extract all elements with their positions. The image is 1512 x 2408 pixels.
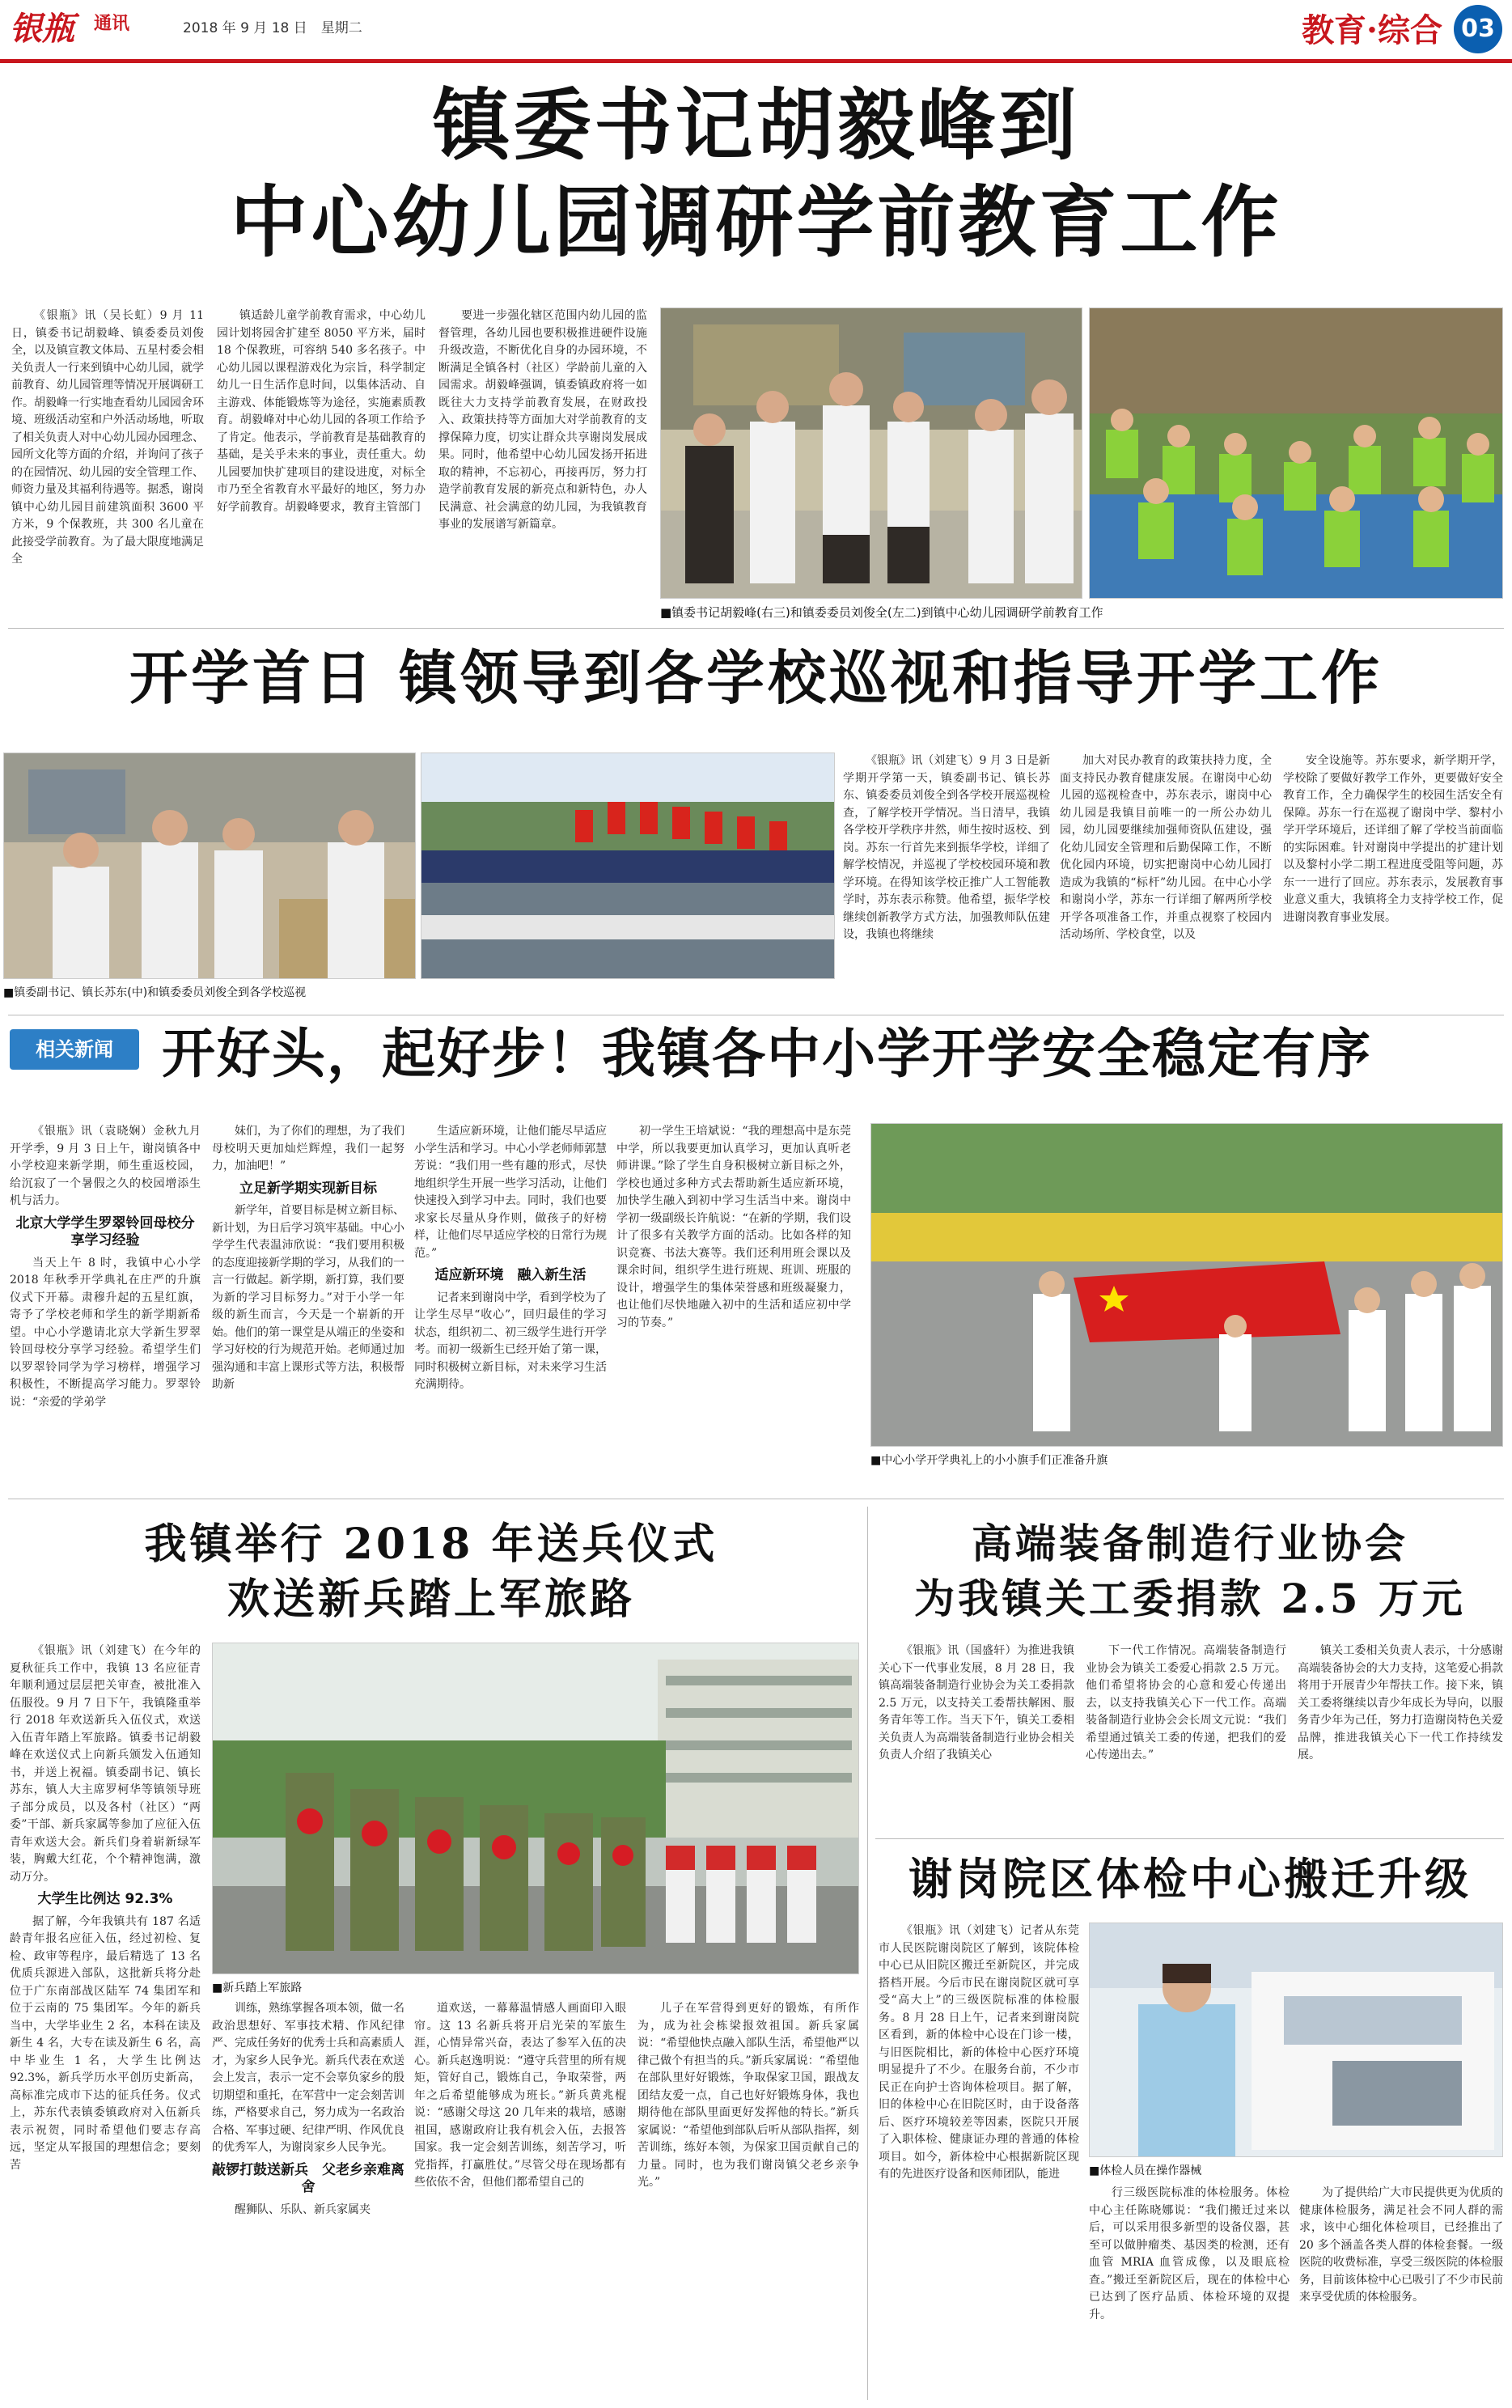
divider bbox=[875, 1838, 1504, 1839]
article2-photo-ceremony bbox=[421, 752, 835, 979]
article4-column-3: 道欢送，一幕幕温情感人画面印入眼帘。这 13 名新兵将开启光荣的军旅生涯，心情异常兴奋，表达了参军入伍的决心。新兵赵逸明说：“遵守兵营里的所有规矩，管好自己，锻炼自己，争取荣誉，两年之后希望能够成为班长。”新兵黄兆棍说：“感谢父母这 20 几年来的栽培，感谢祖国，感谢政府让我有机会入伍，去报答国家。我一定会刻苦训练，刻苦学习，听党指挥，打赢胜仗。”尽管父母在现场都有些依依不舍，但他们都希望自己的 bbox=[414, 2002, 626, 2189]
article5-column-2: 下一代工作情况。高端装备制造行业协会为镇关工委爱心捐款 2.5 万元。他们希望将协会的心意和爱心传递出去，以支持我镇关心下一代工作。高端装备制造行业协会会长周文元说：“我们希望通过镇关工委的传递，把我们的爱心传递出去。” bbox=[1086, 1644, 1286, 1761]
article3-column-1: 《银瓶》讯（袁晓娴）金秋九月开学季，9 月 3 日上午，谢岗镇各中小学校迎来新学期，师生重返校园，给沉寂了一个暑假之久的校园增添生机与活力。 北京大学学生罗翠铃回母校分享学习经验 当天上午 8 时，我镇中心小学 2018 年秋季开学典礼在庄严的升旗仪式下开幕。肃穆升起的五星红旗，寄予了学校老师和学生的新学期新希望。中心小学邀请北京大学新生罗翠铃回母校分享学习经验。希望学生们以罗翠铃同学为学习榜样，增强学习积极性，不断提高学习能力。罗翠铃说：“亲爱的学弟学 bbox=[10, 1125, 201, 1409]
article6-photo-caption: ■体检人员在操作器械 bbox=[1089, 2164, 1202, 2177]
article4-column-1: 《银瓶》讯（刘建飞）在今年的夏秋征兵工作中，我镇 13 名应征青年顺利通过层层把关审查，被批准入伍服役。9 月 7 日下午，我镇隆重举行 2018 年欢送新兵入伍仪式，欢送入伍青年踏上军旅路。镇委书记胡毅峰在欢送仪式上向新兵颁发入伍通知书，并送上祝福。镇委副书记、镇长苏东，镇人大主席罗柯华等镇领导班子部分成员，以及各村（社区）“两委”干部、新兵家属等参加了应征入伍青年欢送大会。新兵们身着崭新绿军装，胸戴大红花，个个精神饱满，激动万分。 大学生比例达 92.3% 据了解，今年我镇共有 187 名适龄青年报名应征入伍，经过初检、复检、政审等程序，最后精选了 13 名优质兵源进入部队，这批新兵将分赴位于广东南部战区陆军 74 集团军和位于云南的 75 集团军。今年的新兵当中，大学毕业生 2 名，本科在读及新生 4 名，大专在读及新生 6 名，高中毕业生 1 名，大学生比例达 92.3%，新兵学历水平创历史新高，高标准完成市下达的征兵任务。仪式上，苏东代表镇委镇政府对入伍新兵表示祝贺，同时希望他们要志存高远，坚定从军报国的理想信念；要刻苦 bbox=[10, 1644, 201, 2172]
divider bbox=[8, 628, 1504, 629]
article4-headline-line2: 欢送新兵踏上军旅路 bbox=[227, 1575, 635, 1624]
article3-column-3: 生适应新环境，让他们能尽早适应小学生活和学习。中心小学老师师郭慧芳说：“我们用一些有趣的形式，尽快地组织学生开展一些学习活动，让他们快速投入到学习中去。同时，我们也要求家长尽量从身作则，做孩子的好榜样，让他们尽早适应学校的日常行为规范。” 适应新环境 融入新生活 记者来到谢岗中学，看到学校为了让学生尽早“收心”，回归最佳的学习状态，组织初二、初三级学生进行开学考。而初一级新生已经开始了第一课，同时积极树立新目标，对未来学习生活充满期待。 bbox=[414, 1125, 607, 1391]
page-number-badge: 03 bbox=[1454, 5, 1502, 53]
article3-column-2: 妹们，为了你们的理想，为了我们母校明天更加灿烂辉煌，我们一起努力，加油吧！” 立足新学期实现新目标 新学年，首要目标是树立新目标、新计划，为日后学习筑牢基础。中心小学学生代表温沛欣说：“我们要用积极的态度迎接新学期的学习，从我们的一言一行做起。新学期，新打算，我们要为新的学习目标努力。”对于小学一年级的新生而言，今天是一个崭新的开始。他们的第一课堂是从端正的坐姿和学习好校的行为规范开始。老师通过加强沟通和丰富上课形式等方法，积极帮助新 bbox=[212, 1125, 404, 1391]
article1-headline-line1: 镇委书记胡毅峰到 bbox=[432, 79, 1080, 171]
article1-column-1: 《银瓶》讯（吴长虹）9 月 11 日，镇委书记胡毅峰、镇委委员刘俊全，以及镇宣教文体局、五星村委会相关负责人一行来到镇中心幼儿园，就学前教育、幼儿园管理等情况开展调研工作。胡毅峰一行实地查看幼儿园园舍环境、班级活动室和户外活动场地，听取了相关负责人对中心幼儿园办园理念、园所文化等方面的介绍，并询问了孩子的在园情况、幼儿园的安全管理工作、师资力量及其福利待遇等。据悉，谢岗镇中心幼儿园目前建筑面积 3600 平方米，9 个保教班，共 300 名儿童在此接受学前教育。为了最大限度地满足全 bbox=[11, 309, 204, 566]
article2-photo-caption: ■镇委副书记、镇长苏东(中)和镇委委员刘俊全到各学校巡视 bbox=[3, 986, 307, 999]
article1-column-3: 要进一步强化辖区范围内幼儿园的监督管理，各幼儿园也要积极推进硬件设施升级改造，不断优化自身的办园环境，不断满足全镇各村（社区）学龄前儿童的入园需求。胡毅峰强调，镇委镇政府将一如既往大力支持学前教育发展，在财政投入、政策扶持等方面加大对学前教育的支撑保障力度，切实让群众共享谢岗发展成果。同时，他希望中心幼儿园发扬开拓进取的精神，不忘初心，再接再厉，努力打造学前教育发展的新亮点和新特色，办人民满意、社会满意的幼儿园，为我镇教育事业的发展谱写新篇章。 bbox=[438, 309, 647, 531]
article6-column-1: 《银瓶》讯（刘建飞）记者从东莞市人民医院谢岗院区了解到，该院体检中心已从旧院区搬迁至新院区，并完成搭档开展。今后市民在谢岗院区就可享受“高大上”的三级医院标准的体检服务。8 月 28 日上午，记者来到谢岗院区看到，新的体检中心设在门诊一楼，与旧医院相比，新的体检中心医疗环境明显提升了不少。在服务台前，不少市民正在向护士咨询体检项目。据了解，旧的体检中心在旧院区时，由于设备落后、医疗环境较差等因素，医院只开展了入职体检、健康证办理的普通的体检项目。如今，新体检中心根据新院区现有的先进医疗设备和医师团队，能进 bbox=[879, 1924, 1079, 2181]
article3-photo-flag-ceremony bbox=[870, 1123, 1503, 1447]
issue-date: 2018 年 9 月 18 日 星期二 bbox=[183, 20, 362, 36]
newspaper-subtitle: 通讯 bbox=[94, 14, 130, 34]
article1-headline-line2: 中心幼儿园调研学前教育工作 bbox=[230, 176, 1282, 268]
article2-column-1: 《银瓶》讯（刘建飞）9 月 3 日是新学期开学第一天，镇委副书记、镇长苏东、镇委委员刘俊全到各学校开展巡视检查，了解学校开学情况。当日清早，我镇各学校开学秩序井然，师生按时返校、到岗。苏东一行首先来到振华学校，详细了解学校情况，并巡视了学校校园环境和教学环境。在得知该学校正推广人工智能教学时，苏东表示称赞。他希望，振华学校继续创新教学方式方法，加强教师队伍建设，我镇也将继续 bbox=[843, 754, 1050, 941]
article5-column-1: 《银瓶》讯（国盛轩）为推进我镇关心下一代事业发展，8 月 28 日，我镇高端装备制造行业协会为关工委捐款 2.5 万元，以支持关工委帮扶解困、服务青年等工作。当天下午，镇关工委相关负责人为高端装备制造行业协会相关负责人介绍了我镇关心 bbox=[879, 1644, 1074, 1761]
article3-headline: 开好头，起好步！我镇各中小学开学安全稳定有序 bbox=[162, 1022, 1372, 1085]
divider bbox=[867, 1507, 868, 2400]
article3-column-4: 初一学生王培斌说：“我的理想高中是东莞中学，所以我要更加认真学习，更加认真听老师讲课。”除了学生自身积极树立新目标之外，学校也通过多种方式去帮助新生适应新环境，加快学生融入到初中学习生活当中来。谢岗中学初一级副级长许航说：“在新的学期，我们设计了很多有关教学方面的活动。比如各样的知识竞赛、书法大赛等。我们还利用班会课以及课余时间，组织学生进行班规、班训、班服的设计，增强学生的集体荣誉感和班级凝聚力，也让他们尽快地融入初中的生活和适应初中学习的节奏。” bbox=[616, 1125, 851, 1329]
article1-column-2: 镇适龄儿童学前教育需求，中心幼儿园计划将园舍扩建至 8050 平方米，届时 18 个保教班，可容纳 540 多名孩子。中心幼儿园以课程游戏化为宗旨，科学制定幼儿一日生活作息时间，以集体活动、自主游戏、体能锻炼等为途径，实施素质教育。胡毅峰对中心幼儿园的各项工作给予了肯定。他表示，学前教育是基础教育的基础，是关乎未来的事业，责任重大。幼儿园要加快扩建项目的建设进度，对标全市乃至全省教育水平最好的地区，努力办好学前教育。胡毅峰要求，教育主管部门 bbox=[217, 309, 426, 514]
related-news-badge: 相关新闻 bbox=[10, 1029, 139, 1070]
article2-column-2: 加大对民办教育的政策扶持力度，全面支持民办教育健康发展。在谢岗中心幼儿园的巡视检查中，苏东表示，谢岗中心幼儿园是我镇目前唯一的一所公办幼儿园，幼儿园要继续加强师资队伍建设，强化幼儿园安全管理和后勤保障工作，不断优化园内环境，切实把谢岗中心幼儿园打造成为我镇的“标杆”幼儿园。在中心小学和谢岗小学，苏东一行详细了解两所学校开学各项准备工作，并重点视察了校园内活动场所、学校食堂，以及 bbox=[1060, 754, 1272, 941]
article2-photo-inspection bbox=[3, 752, 416, 979]
article2-column-3: 安全设施等。苏东要求，新学期开学，学校除了要做好教学工作外，更要做好安全教育工作，全力确保学生的校园生活安全有保障。苏东一行在巡视了谢岗中学、黎村小学开学环境后，还详细了解了学校当前面临的实际困难。针对谢岗中学提出的扩建计划以及黎村小学二期工程进度受阻等问题，苏东一一进行了回应。苏东表示，发展教育事业意义重大，我镇将全力支持学校工作，促进谢岗教育事业发展。 bbox=[1283, 754, 1503, 924]
article4-photo-caption: ■新兵踏上军旅路 bbox=[212, 1982, 303, 1995]
article5-column-3: 镇关工委相关负责人表示，十分感谢高端装备协会的大力支持，这笔爱心捐款将用于开展青少年帮扶工作。接下来，镇关工委将继续以青少年成长为导向，以服务青少年为己任，努力打造谢岗特色关爱品牌，推进我镇关心下一代工作持续发展。 bbox=[1298, 1644, 1503, 1761]
article2-headline: 开学首日 镇领导到各学校巡视和指导开学工作 bbox=[129, 643, 1383, 712]
section-title: 教育·综合 bbox=[1302, 11, 1442, 49]
article3-photo-caption: ■中心小学开学典礼上的小小旗手们正准备升旗 bbox=[870, 1454, 1108, 1467]
article4-photo-new-recruits bbox=[212, 1643, 859, 1974]
article6-headline: 谢岗院区体检中心搬迁升级 bbox=[908, 1853, 1472, 1905]
article6-column-2: 行三级医院标准的体检服务。体检中心主任陈晓娜说：“我们搬迁过来以后，可以采用很多新型的设备仪器，甚至可以做肿瘤类、基因类的检测，还有血管 MRIA 血管成像，以及眼底检查。”搬迁至新院区后，现在的体检中心已达到了医疗品质、体检环境的双提升。 bbox=[1089, 2186, 1290, 2321]
masthead bbox=[0, 0, 1512, 63]
article4-column-2: 训练，熟练掌握各项本领，做一名政治思想好、军事技术精、作风纪律严、完成任务好的优秀士兵和高素质人才，为家乡人民争光。新兵代表在欢送会上发言，表示一定不会辜负家乡的殷切期望和重托，在军营中一定会刻苦训练，严格要求自己，努力成为一名政治合格、军事过硬、纪律严明、作风优良的优秀军人，为谢岗家乡人民争光。 敲锣打鼓送新兵 父老乡亲难离舍 醒狮队、乐队、新兵家属夹 bbox=[212, 2002, 404, 2216]
article1-photo-caption: ■镇委书记胡毅峰(右三)和镇委委员刘俊全(左二)到镇中心幼儿园调研学前教育工作 bbox=[660, 605, 1103, 620]
article4-headline-line1: 我镇举行 2018 年送兵仪式 bbox=[144, 1520, 718, 1569]
article5-headline-line2: 为我镇关工委捐款 2.5 万元 bbox=[914, 1575, 1466, 1622]
article6-column-3: 为了提供给广大市民提供更为优质的健康体检服务，满足社会不同人群的需求，该中心细化体检项目，已经推出了 20 多个涵盖各类人群的体检套餐。一级医院的收费标准，享受三级医院的体检服务，目前该体检中心已吸引了不少市民前来享受优质的体检服务。 bbox=[1299, 2186, 1503, 2304]
newspaper-logo: 银瓶 bbox=[10, 10, 74, 48]
article6-photo-medical-equipment bbox=[1089, 1923, 1503, 2157]
article1-photo-officials bbox=[660, 307, 1082, 599]
article4-column-4: 儿子在军营得到更好的锻炼，有所作为，成为社会栋梁报效祖国。新兵家属说：“希望他快点融入部队生活，希望他严以律己做个有担当的兵。”新兵家属说：“希望他在部队里好好锻炼，争取保家卫国，跟战友团结友爱一点，自己也好好锻炼身体，我也期待他在部队里面更好发挥他的特长。”新兵家属说：“希望他到部队后听从部队指挥，刻苦训练，练好本领，为保家卫国贡献自己的力量。同时，也为我们谢岗镇父老乡亲争光。” bbox=[637, 2002, 859, 2189]
article1-photo-children bbox=[1089, 307, 1503, 599]
article5-headline-line1: 高端装备制造行业协会 bbox=[972, 1520, 1408, 1567]
